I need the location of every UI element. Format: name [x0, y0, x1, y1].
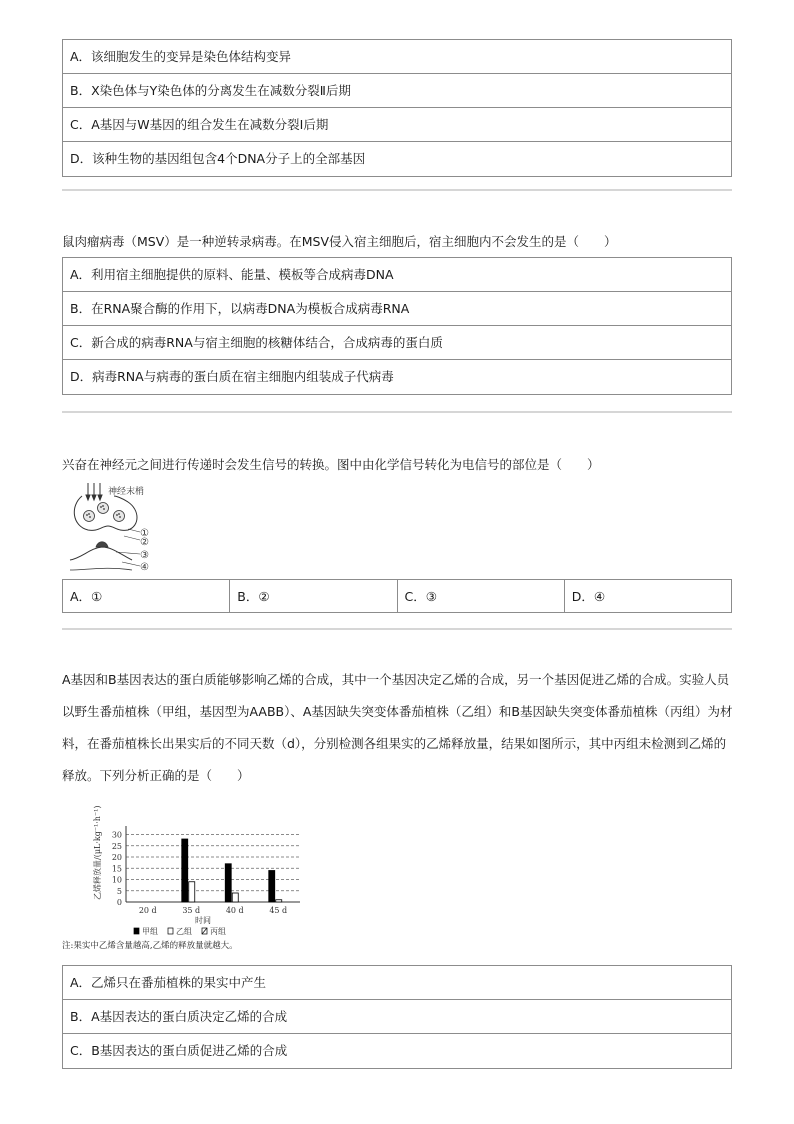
q3-stem: 兴奋在神经元之间进行传递时会发生信号的转换。图中由化学信号转化为电信号的部位是（ ） — [62, 457, 600, 472]
chart-note: 注:果实中乙烯含量越高,乙烯的释放量就越大。 — [62, 941, 238, 951]
q1-option-b[interactable]: B．X染色体与Y染色体的分离发生在减数分裂Ⅱ后期 — [63, 74, 731, 108]
bar-甲组 — [269, 871, 275, 903]
q1-options — [62, 39, 732, 177]
q4-option-b[interactable]: B．A基因表达的蛋白质决定乙烯的合成 — [63, 1000, 731, 1034]
y-tick-label: 15 — [111, 864, 122, 874]
vesicles — [84, 503, 125, 522]
q1-option-c[interactable]: C．A基因与W基因的组合发生在减数分裂Ⅰ后期 — [63, 108, 731, 142]
legend-label: 乙组 — [176, 927, 192, 936]
nerve-ending-label: 神经末梢 — [108, 487, 145, 497]
q3-option-b[interactable]: B．② — [230, 580, 397, 612]
y-tick-label: 20 — [111, 853, 122, 862]
marker-4: ④ — [140, 562, 149, 573]
separator — [62, 189, 732, 191]
x-tick-label: 45 d — [269, 906, 288, 915]
legend-label: 丙组 — [210, 927, 226, 936]
q3-option-d[interactable]: D．④ — [571, 589, 606, 604]
y-tick-label: 30 — [111, 830, 122, 840]
bar-乙组 — [276, 900, 282, 902]
x-tick-label: 35 d — [182, 906, 201, 915]
marker-2: ② — [140, 537, 149, 548]
separator — [62, 411, 732, 413]
y-tick-label: 10 — [111, 875, 122, 885]
q4-stem: A基因和B基因表达的蛋白质能够影响乙烯的合成，其中一个基因决定乙烯的合成，另一个基因促进乙烯的合成。实验人员以野生番茄植株（甲组，基因型为AABB）、A基因缺失突变体番茄植株（乙组）和B基因缺失突变体番茄植株（丙组）为材料，在番茄植株长出果实后的不同天数（d），分别检测各组果实的乙烯释放量，结果如图所示，其中丙组未检测到乙烯的释放。下列分析正确的是（ ） — [62, 672, 733, 783]
q3-options — [62, 579, 732, 613]
x-tick-label: 20 d — [138, 906, 157, 915]
q2-option-a[interactable]: A．利用宿主细胞提供的原料、能量、模板等合成病毒DNA — [63, 258, 731, 292]
q2-option-d[interactable]: D．病毒RNA与病毒的蛋白质在宿主细胞内组装成子代病毒 — [70, 369, 394, 384]
x-tick-label: 40 d — [225, 906, 244, 915]
q4-option-c[interactable]: C．B基因表达的蛋白质促进乙烯的合成 — [70, 1043, 288, 1058]
q2-option-b[interactable]: B．在RNA聚合酶的作用下，以病毒DNA为模板合成病毒RNA — [63, 292, 731, 326]
synapse-diagram — [66, 480, 166, 578]
bar-甲组 — [225, 864, 231, 902]
postsynaptic-membrane — [70, 547, 132, 560]
legend-swatch — [134, 928, 139, 934]
q2-stem: 鼠肉瘤病毒（MSV）是一种逆转录病毒。在MSV侵入宿主细胞后，宿主细胞内不会发生的是（ ） — [62, 234, 617, 249]
bar-甲组 — [182, 839, 188, 902]
legend-swatch — [168, 928, 173, 934]
q1-option-d[interactable]: D．该种生物的基因组包含4个DNA分子上的全部基因 — [70, 151, 366, 166]
arrow-icons — [86, 483, 102, 500]
separator — [62, 628, 732, 630]
q4-option-a[interactable]: A．乙烯只在番茄植株的果实中产生 — [63, 966, 731, 1000]
legend-label: 甲组 — [142, 927, 158, 936]
q4-options — [62, 965, 732, 1069]
marker-3: ③ — [140, 550, 149, 561]
ethylene-chart — [60, 800, 320, 960]
q1-option-a[interactable]: A．该细胞发生的变异是染色体结构变异 — [63, 40, 731, 74]
x-axis-label: 时间 — [195, 916, 211, 925]
marker-1: ① — [140, 528, 149, 539]
q2-option-c[interactable]: C．新合成的病毒RNA与宿主细胞的核糖体结合，合成病毒的蛋白质 — [63, 326, 731, 360]
bar-乙组 — [189, 882, 195, 902]
y-tick-label: 25 — [111, 841, 122, 851]
bar-乙组 — [232, 893, 238, 902]
y-axis-label: 乙烯释放量/(μL·kg⁻¹·h⁻¹) — [93, 805, 102, 900]
q3-option-c[interactable]: C．③ — [398, 580, 565, 612]
y-tick-label: 5 — [116, 886, 122, 896]
q3-option-a[interactable]: A．① — [63, 580, 230, 612]
y-tick-label: 0 — [116, 898, 122, 907]
q2-options — [62, 257, 732, 395]
